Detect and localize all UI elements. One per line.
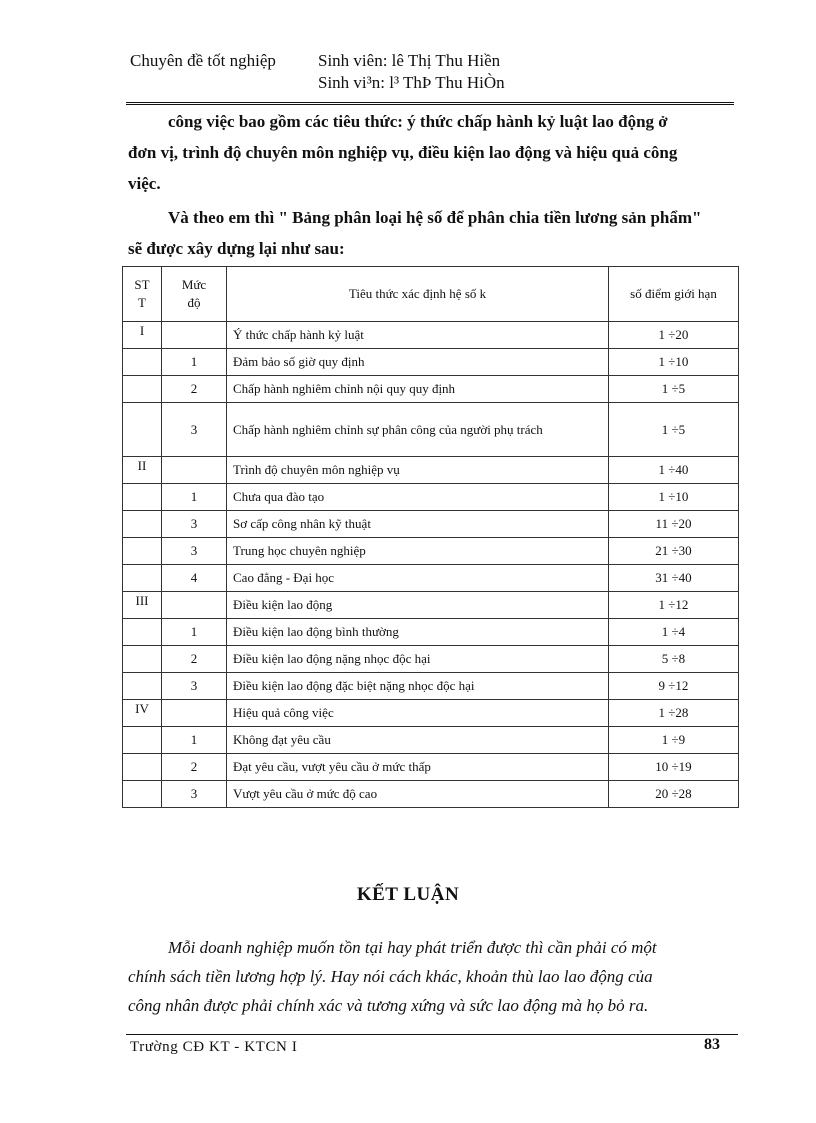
cell-tieu-thuc: Đạt yêu cầu, vượt yêu cầu ở mức thấp	[227, 754, 609, 781]
cell-stt: II	[123, 457, 162, 484]
cell-stt	[123, 619, 162, 646]
cell-so-diem: 1 ÷10	[609, 484, 739, 511]
table-row	[123, 349, 739, 376]
cell-stt	[123, 511, 162, 538]
cell-so-diem: 1 ÷5	[609, 403, 739, 457]
cell-muc-do: 2	[162, 646, 227, 673]
text-line: sẽ được xây dựng lại như sau:	[128, 239, 345, 258]
school-name: Trường CĐ KT - KTCN I	[130, 1039, 298, 1055]
table-row	[123, 592, 739, 619]
table-row	[123, 673, 739, 700]
cell-tieu-thuc: Điều kiện lao động	[227, 592, 609, 619]
cell-muc-do	[162, 457, 227, 484]
cell-so-diem: 1 ÷5	[609, 376, 739, 403]
table-row	[123, 511, 739, 538]
cell-stt: I	[123, 322, 162, 349]
table-row	[123, 727, 739, 754]
cell-tieu-thuc: Sơ cấp công nhân kỹ thuật	[227, 511, 609, 538]
table-row	[123, 565, 739, 592]
text-line: công nhân được phải chính xác và tương xứng và sức lao động mà họ bỏ ra.	[128, 996, 649, 1015]
text-line: việc.	[128, 174, 161, 193]
header-rule	[126, 102, 734, 105]
intro-paragraph-1	[128, 106, 732, 199]
cell-tieu-thuc: Chưa qua đào tạo	[227, 484, 609, 511]
cell-muc-do: 1	[162, 619, 227, 646]
table-row	[123, 376, 739, 403]
cell-stt	[123, 565, 162, 592]
conclusion-title: KẾT LUẬN	[356, 884, 460, 905]
cell-muc-do: 3	[162, 673, 227, 700]
cell-stt	[123, 781, 162, 808]
header-so-diem: số điểm giới hạn	[609, 267, 739, 322]
table-header-row	[123, 267, 739, 322]
cell-so-diem: 21 ÷30	[609, 538, 739, 565]
text-line: chính sách tiền lương hợp lý. Hay nói cách khác, khoản thù lao lao động của	[128, 967, 653, 986]
cell-stt	[123, 376, 162, 403]
cell-muc-do	[162, 322, 227, 349]
cell-muc-do: 2	[162, 754, 227, 781]
cell-so-diem: 1 ÷20	[609, 322, 739, 349]
cell-muc-do: 3	[162, 781, 227, 808]
cell-stt: IV	[123, 700, 162, 727]
cell-muc-do: 1	[162, 727, 227, 754]
cell-muc-do: 3	[162, 538, 227, 565]
cell-stt: III	[123, 592, 162, 619]
cell-so-diem: 31 ÷40	[609, 565, 739, 592]
table-row	[123, 700, 739, 727]
table-row	[123, 754, 739, 781]
cell-so-diem: 11 ÷20	[609, 511, 739, 538]
conclusion-paragraph	[128, 933, 732, 1020]
text-line: Và theo em thì " Bảng phân loại hệ số để phân chia tiền lương sản phẩm"	[168, 208, 702, 227]
cell-tieu-thuc: Trình độ chuyên môn nghiệp vụ	[227, 457, 609, 484]
cell-tieu-thuc: Đảm bảo số giờ quy định	[227, 349, 609, 376]
cell-muc-do	[162, 592, 227, 619]
cell-so-diem: 9 ÷12	[609, 673, 739, 700]
table-row	[123, 322, 739, 349]
cell-tieu-thuc: Điều kiện lao động đặc biệt nặng nhọc độc hại	[227, 673, 609, 700]
table-row	[123, 457, 739, 484]
cell-tieu-thuc: Hiệu quả công việc	[227, 700, 609, 727]
text-line: đơn vị, trình độ chuyên môn nghiệp vụ, điều kiện lao động và hiệu quả công	[128, 143, 678, 162]
cell-so-diem: 20 ÷28	[609, 781, 739, 808]
cell-muc-do: 3	[162, 403, 227, 457]
cell-tieu-thuc: Chấp hành nghiêm chỉnh nội quy quy định	[227, 376, 609, 403]
cell-stt	[123, 538, 162, 565]
cell-so-diem: 1 ÷40	[609, 457, 739, 484]
cell-so-diem: 10 ÷19	[609, 754, 739, 781]
table-row	[123, 538, 739, 565]
cell-muc-do: 1	[162, 349, 227, 376]
table-row	[123, 781, 739, 808]
cell-so-diem: 1 ÷4	[609, 619, 739, 646]
cell-muc-do: 3	[162, 511, 227, 538]
page-header	[130, 50, 505, 94]
table-row	[123, 484, 739, 511]
table-row	[123, 403, 739, 457]
cell-stt	[123, 403, 162, 457]
cell-tieu-thuc: Điều kiện lao động bình thường	[227, 619, 609, 646]
cell-tieu-thuc: Chấp hành nghiêm chỉnh sự phân công của người phụ trách	[227, 403, 609, 457]
cell-muc-do: 4	[162, 565, 227, 592]
cell-tieu-thuc: Không đạt yêu cầu	[227, 727, 609, 754]
text-line: công việc bao gồm các tiêu thức: ý thức chấp hành kỷ luật lao động ở	[168, 112, 668, 131]
table-row	[123, 619, 739, 646]
cell-stt	[123, 727, 162, 754]
cell-tieu-thuc: Điều kiện lao động nặng nhọc độc hại	[227, 646, 609, 673]
cell-so-diem: 1 ÷12	[609, 592, 739, 619]
cell-so-diem: 5 ÷8	[609, 646, 739, 673]
cell-tieu-thuc: Vượt yêu cầu ở mức độ cao	[227, 781, 609, 808]
cell-stt	[123, 646, 162, 673]
cell-tieu-thuc: Trung học chuyên nghiệp	[227, 538, 609, 565]
header-tieu-thuc: Tiêu thức xác định hệ số k	[227, 267, 609, 322]
cell-so-diem: 1 ÷9	[609, 727, 739, 754]
cell-muc-do: 2	[162, 376, 227, 403]
cell-tieu-thuc: Ý thức chấp hành kỷ luật	[227, 322, 609, 349]
document-title: Chuyên đề tốt nghiệp	[130, 51, 276, 70]
table-row	[123, 646, 739, 673]
page-number: 83	[704, 1036, 720, 1053]
coefficient-table	[122, 266, 739, 808]
cell-stt	[123, 754, 162, 781]
cell-stt	[123, 484, 162, 511]
header-stt: ST T	[123, 267, 162, 322]
cell-so-diem: 1 ÷10	[609, 349, 739, 376]
text-line: Mỗi doanh nghiệp muốn tồn tại hay phát triển được thì cần phải có một	[168, 938, 657, 957]
footer-rule	[126, 1034, 738, 1035]
student-name: Sinh viên: lê Thị Thu Hiền	[318, 51, 501, 70]
header-muc-do: Mức độ	[162, 267, 227, 322]
student-name-garbled: Sinh vi³n: l³ ThÞ Thu HiÒn	[318, 73, 505, 92]
cell-so-diem: 1 ÷28	[609, 700, 739, 727]
cell-muc-do: 1	[162, 484, 227, 511]
cell-tieu-thuc: Cao đẳng - Đại học	[227, 565, 609, 592]
intro-paragraph-2	[128, 202, 732, 264]
cell-stt	[123, 349, 162, 376]
cell-muc-do	[162, 700, 227, 727]
cell-stt	[123, 673, 162, 700]
